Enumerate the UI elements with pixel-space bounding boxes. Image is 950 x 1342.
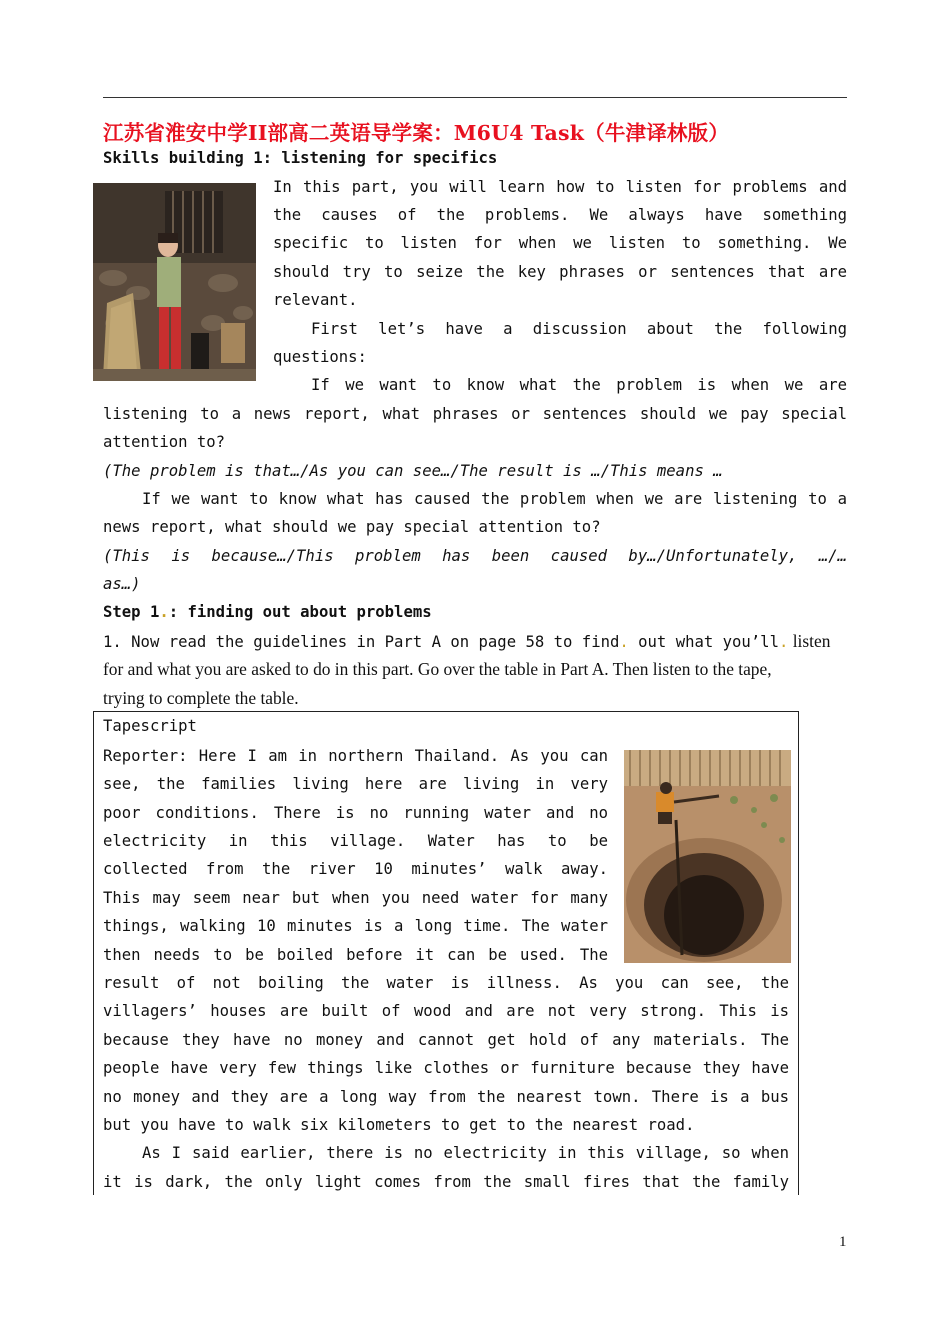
tapescript-line: see, the families living here are living in very (103, 775, 608, 793)
tapescript-line: villagers’ houses are built of wood and are not very strong. This is (103, 1002, 789, 1020)
tapescript-para2-line: As I said earlier, there is no electricity in this village, so when (142, 1144, 789, 1162)
children-photo (93, 183, 256, 381)
skills-heading: Skills building 1: listening for specifics (103, 149, 498, 167)
intro-line-1: In this part, you will learn how to listen for problems and (273, 178, 847, 196)
instruction-part-a: 1. Now read the guidelines in Part A on page 58 to find (103, 633, 620, 651)
tapescript-label: Tapescript (103, 717, 197, 735)
tapescript-line: because they have no money and cannot get hold of any materials. The (103, 1031, 789, 1049)
question2-line-2: news report, what should we pay special attention to? (103, 518, 601, 536)
tapescript-para2-line: it is dark, the only light comes from the small fires that the family (103, 1173, 789, 1191)
document-title: 江苏省淮安中学II部高二英语导学案：M6U4 Task（牛津译林版） (103, 121, 730, 145)
step1-heading-text: : finding out about problems (168, 603, 432, 621)
step1-heading (103, 598, 432, 626)
tapescript-line: people have very few things like clothes or furniture because they have (103, 1059, 789, 1077)
instruction-line-2: for and what you are asked to do in this part. Go over the table in Part A. Then listen to the tape, (103, 659, 772, 679)
instruction-line-3: trying to complete the table. (103, 688, 299, 708)
tapescript-line: things, walking 10 minutes is a long time. The water (103, 917, 608, 935)
tapescript-line: Reporter: Here I am in northern Thailand. As you can (103, 747, 608, 765)
discussion-line-1: First let’s have a discussion about the following (311, 320, 847, 338)
tapescript-line: then needs to be boiled before it can be used. The (103, 946, 608, 964)
header-rule (103, 97, 847, 98)
intro-line-2: the causes of the problems. We always have something (273, 206, 847, 224)
instruction-part-c: listen (788, 631, 831, 651)
instruction-line-1 (103, 627, 830, 656)
well-photo (624, 750, 791, 963)
tapescript-line: but you have to walk six kilometers to get to the nearest road. (103, 1116, 695, 1134)
marker-dot: . (159, 603, 169, 621)
step1-heading-number: Step 1 (103, 603, 160, 621)
tapescript-line: result of not boiling the water is illness. As you can see, the (103, 974, 789, 992)
marker-dot: . (778, 633, 789, 651)
answer2-line-1: (This is because…/This problem has been caused by…/Unfortunately, …/… (103, 547, 847, 565)
question1-line-1: If we want to know what the problem is when we are (311, 376, 847, 394)
tapescript-line: collected from the river 10 minutes’ walk away. (103, 860, 608, 878)
question2-line-1: If we want to know what has caused the problem when we are listening to a (142, 490, 847, 508)
intro-line-3: specific to listen for when we listen to something. We (273, 234, 847, 252)
answer2-line-2: as…) (103, 575, 141, 593)
page-number: 1 (839, 1234, 847, 1250)
tapescript-line: electricity in this village. Water has to be (103, 832, 608, 850)
answer1-line: (The problem is that…/As you can see…/The result is …/This means … (103, 462, 723, 480)
tapescript-line: This may seem near but when you need water for many (103, 889, 608, 907)
instruction-part-b: out what you’ll (628, 633, 779, 651)
tapescript-line: no money and they are a long way from the nearest town. There is a bus (103, 1088, 789, 1106)
question1-line-3: attention to? (103, 433, 226, 451)
discussion-line-2: questions: (273, 348, 367, 366)
marker-dot: . (619, 633, 629, 651)
tapescript-line: poor conditions. There is no running water and no (103, 804, 608, 822)
intro-line-5: relevant. (273, 291, 358, 309)
intro-line-4: should try to seize the key phrases or sentences that are (273, 263, 847, 281)
question1-line-2: listening to a news report, what phrases or sentences should we pay special (103, 405, 847, 423)
